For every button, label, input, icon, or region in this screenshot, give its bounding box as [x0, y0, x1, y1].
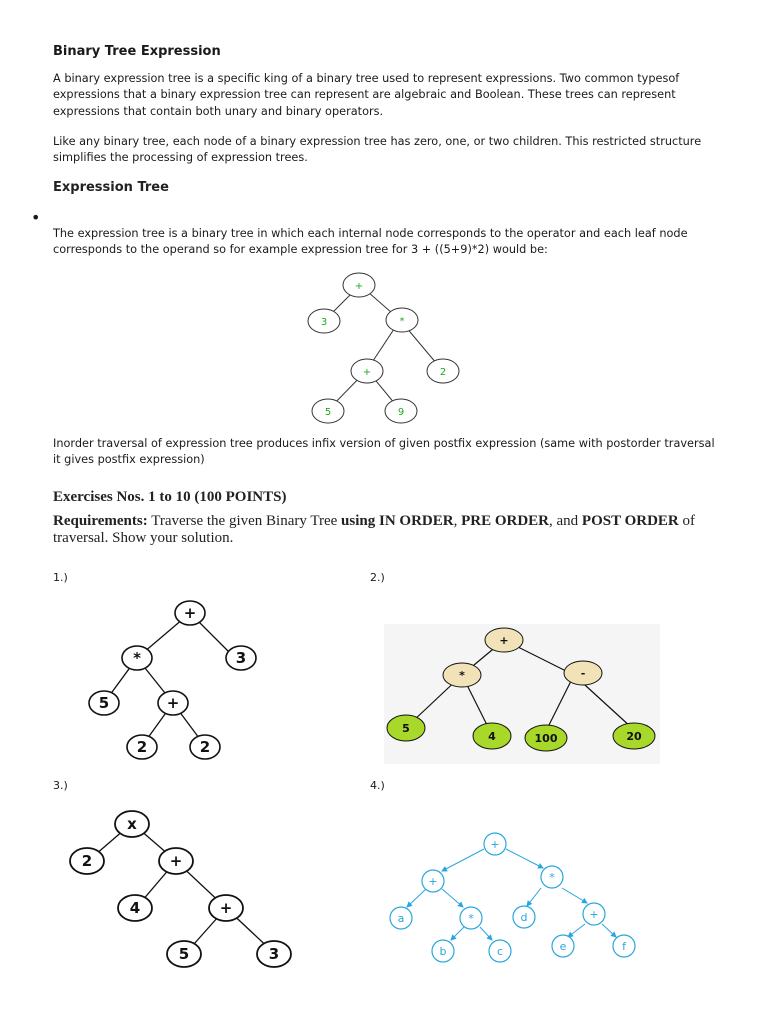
tree-1-node: + — [183, 604, 197, 622]
tree-3-node: + — [169, 852, 183, 870]
tree-1-figure — [60, 596, 300, 766]
intro-paragraph-2: Like any binary tree, each node of a binary expression tree has zero, one, or two children. This restricted structure simplifies the processing of expression trees. — [53, 135, 702, 165]
requirements-part: , and — [549, 513, 582, 529]
tree-4-node: c — [496, 945, 504, 958]
tree-1-node: * — [133, 649, 141, 667]
requirements-part: Traverse the given Binary Tree — [147, 513, 342, 529]
tree-1-node: 2 — [136, 738, 148, 756]
example-node: + — [354, 281, 364, 292]
example-node: + — [362, 367, 372, 378]
intro-paragraph-1: A binary expression tree is a specific king of a binary tree used to represent expressions. Two common typesof expressions that a binary expression tree can represent are algebraic and Boolean. These trees can represent expressions that contain both unary and binary operators. — [53, 72, 680, 118]
tree-1-node: 2 — [199, 738, 211, 756]
tree-3-node: x — [127, 815, 137, 833]
requirements-part: of traversal. Show your solution. — [53, 513, 695, 546]
tree-4-node: + — [428, 875, 438, 888]
example-node: 2 — [439, 367, 447, 378]
requirements-bold: PRE ORDER — [461, 513, 549, 529]
tree-2-node: 100 — [534, 732, 558, 745]
tree-4-node: d — [520, 911, 528, 924]
section-heading: Expression Tree — [53, 180, 169, 195]
tree-1-node: 3 — [235, 649, 247, 667]
example-node: * — [399, 316, 405, 327]
tree-2-node: 4 — [488, 730, 496, 743]
section-paragraph-2: Inorder traversal of expression tree produces infix version of given postfix expression (same with postorder traversal it gives postfix expression) — [53, 437, 715, 467]
tree-3-node: 3 — [268, 945, 280, 963]
section-paragraph-1: The expression tree is a binary tree in which each internal node corresponds to the operator and each leaf node corresponds to the operand so for example expression tree for 3 + ((5+9)*2) would be: — [53, 227, 688, 257]
requirements-bold: using IN ORDER — [341, 513, 454, 529]
tree-2-figure — [384, 624, 660, 764]
tree-3-node: 5 — [178, 945, 190, 963]
tree-3-figure — [60, 806, 310, 971]
requirements-text — [53, 513, 733, 547]
requirements-bold: POST ORDER — [581, 513, 679, 529]
tree-2-node: 5 — [402, 722, 410, 735]
example-node: 3 — [320, 317, 328, 328]
tree-4-figure — [380, 826, 650, 971]
example-node: 9 — [397, 407, 405, 418]
tree-2-node: + — [499, 634, 509, 647]
tree-1-node: 5 — [98, 694, 110, 712]
bullet-icon: • — [31, 208, 41, 227]
tree-2-node: * — [459, 669, 465, 682]
tree-4-node: b — [439, 945, 447, 958]
tree-2-node: - — [580, 667, 586, 680]
tree-4-node: e — [559, 940, 567, 953]
tree-3-node: 2 — [81, 852, 93, 870]
requirements-label: Requirements: — [53, 513, 148, 529]
exercises-title: Exercises Nos. 1 to 10 (100 POINTS) — [53, 489, 287, 505]
problem-3-label: 3.) — [53, 779, 68, 792]
example-tree-figure — [300, 265, 480, 430]
page-title: Binary Tree Expression — [53, 44, 221, 59]
tree-4-node: f — [622, 940, 626, 953]
tree-4-node: a — [397, 912, 405, 925]
tree-4-node: * — [468, 912, 474, 925]
tree-4-node: * — [549, 871, 555, 884]
tree-1-node: + — [166, 694, 180, 712]
tree-2-node: 20 — [626, 730, 642, 743]
problem-1-label: 1.) — [53, 571, 68, 584]
example-node: 5 — [324, 407, 332, 418]
problem-2-label: 2.) — [370, 571, 385, 584]
tree-3-node: + — [219, 899, 233, 917]
tree-3-node: 4 — [129, 899, 141, 917]
problem-4-label: 4.) — [370, 779, 385, 792]
tree-4-node: + — [490, 838, 500, 851]
tree-4-node: + — [589, 908, 599, 921]
requirements-part: , — [453, 513, 462, 529]
